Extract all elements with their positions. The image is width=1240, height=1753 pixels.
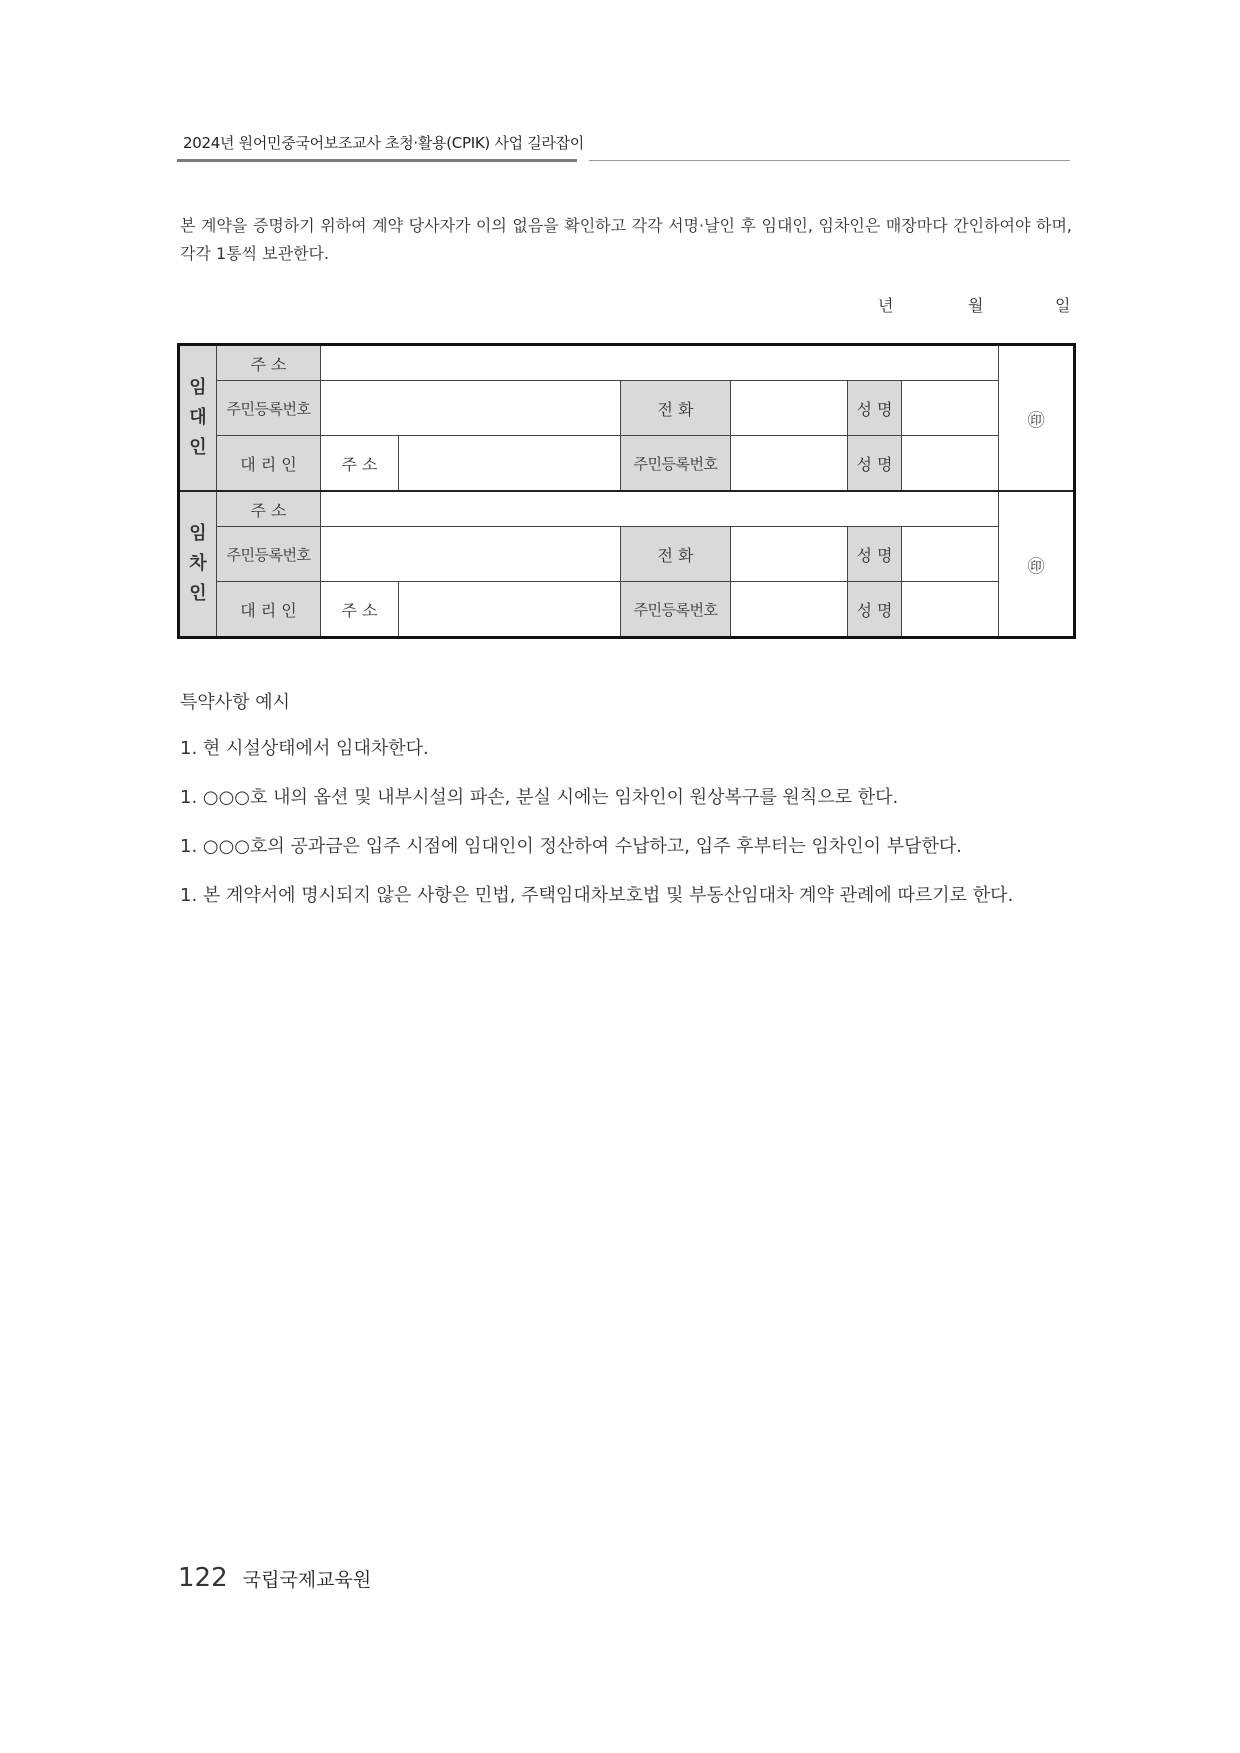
tenant-phone-field[interactable] [731, 527, 848, 582]
landlord-agent-row [179, 436, 1075, 492]
landlord-name-label: 성 명 [848, 381, 902, 436]
tenant-name-label: 성 명 [848, 527, 902, 582]
date-month-label: 월 [968, 296, 984, 315]
landlord-agent-address-field[interactable] [399, 436, 621, 492]
landlord-agent-resident-no-label: 주민등록번호 [621, 436, 731, 492]
landlord-agent-name-field[interactable] [902, 436, 999, 492]
landlord-agent-name-label: 성 명 [848, 436, 902, 492]
tenant-agent-resident-no-field[interactable] [731, 582, 848, 638]
date-year-label: 년 [878, 296, 894, 315]
page-footer [178, 1563, 371, 1593]
tenant-stamp-cell [999, 491, 1075, 638]
landlord-phone-label: 전 화 [621, 381, 731, 436]
organization-name: 국립국제교육원 [242, 1569, 372, 1591]
tenant-agent-name-field[interactable] [902, 582, 999, 638]
special-term-item: 1. 현 시설상태에서 임대차한다. [180, 738, 429, 759]
tenant-agent-label: 대 리 인 [217, 582, 321, 638]
tenant-resident-no-label: 주민등록번호 [217, 527, 321, 582]
landlord-agent-resident-no-field[interactable] [731, 436, 848, 492]
landlord-resident-no-label: 주민등록번호 [217, 381, 321, 436]
tenant-id-row [179, 527, 1075, 582]
landlord-side-label [179, 345, 217, 492]
landlord-agent-label: 대 리 인 [217, 436, 321, 492]
tenant-side-label [179, 491, 217, 638]
tenant-side-char-2: 차 [189, 553, 207, 574]
date-day-label: 일 [1055, 296, 1071, 315]
tenant-address-label: 주 소 [217, 491, 321, 527]
tenant-agent-address-label: 주 소 [321, 582, 399, 638]
tenant-phone-label: 전 화 [621, 527, 731, 582]
special-term-item: 1. ○○○호의 공과금은 입주 시점에 임대인이 정산하여 수납하고, 입주 후부터는 임차인이 부담한다. [180, 836, 963, 857]
landlord-side-char-2: 대 [189, 407, 207, 428]
header-rule-thin [589, 160, 1070, 161]
special-term-item: 1. ○○○호 내의 옵션 및 내부시설의 파손, 분실 시에는 임차인이 원상복구를 원칙으로 한다. [180, 787, 899, 808]
landlord-address-field[interactable] [321, 345, 999, 381]
header-title: 2024년 원어민중국어보조교사 초청·활용(CPIK) 사업 길라잡이 [183, 134, 584, 152]
landlord-address-label: 주 소 [217, 345, 321, 381]
landlord-side-char-1: 임 [189, 377, 207, 398]
tenant-agent-address-field[interactable] [399, 582, 621, 638]
landlord-id-row [179, 381, 1075, 436]
tenant-seal-icon: ㊞ [1027, 556, 1045, 577]
date-line [180, 293, 1072, 317]
tenant-side-char-1: 임 [189, 523, 207, 544]
landlord-stamp-cell [999, 345, 1075, 492]
header-rule-thick [177, 159, 577, 162]
special-terms-title: 특약사항 예시 [180, 692, 291, 713]
landlord-name-field[interactable] [902, 381, 999, 436]
contract-party-table [177, 343, 1076, 639]
intro-paragraph: 본 계약을 증명하기 위하여 계약 당사자가 이의 없음을 확인하고 각각 서명·날인 후 임대인, 임차인은 매장마다 간인하여야 하며, 각각 1통씩 보관한다. [180, 216, 1072, 263]
tenant-agent-resident-no-label: 주민등록번호 [621, 582, 731, 638]
tenant-address-field[interactable] [321, 491, 999, 527]
tenant-resident-no-field[interactable] [321, 527, 621, 582]
landlord-side-char-3: 인 [189, 437, 207, 458]
tenant-side-char-3: 인 [189, 583, 207, 604]
tenant-agent-row [179, 582, 1075, 638]
landlord-resident-no-field[interactable] [321, 381, 621, 436]
tenant-agent-name-label: 성 명 [848, 582, 902, 638]
special-terms-list [180, 736, 1080, 932]
landlord-phone-field[interactable] [731, 381, 848, 436]
page-number: 122 [178, 1563, 228, 1593]
landlord-address-row [179, 345, 1075, 381]
special-term-item: 1. 본 계약서에 명시되지 않은 사항은 민법, 주택임대차보호법 및 부동산임대차 계약 관례에 따르기로 한다. [180, 885, 1014, 906]
tenant-name-field[interactable] [902, 527, 999, 582]
tenant-address-row [179, 491, 1075, 527]
landlord-seal-icon: ㊞ [1027, 410, 1045, 431]
landlord-agent-address-label: 주 소 [321, 436, 399, 492]
